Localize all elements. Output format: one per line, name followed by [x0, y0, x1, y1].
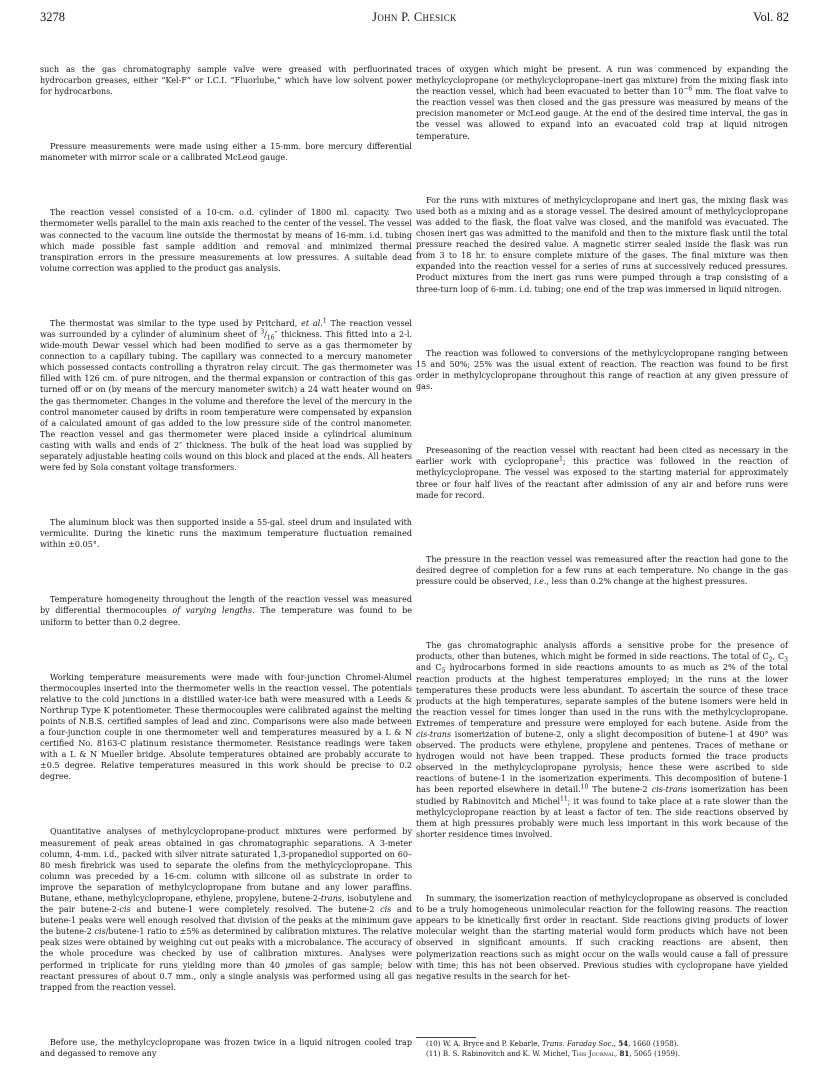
body-paragraph: such as the gas chromatography sample valve were greased with perfluorinated hydrocarbon greases, either “Kel-F” or I.C.I. “Fluorlube,” which have low solvent power for hydrocarbons.	[40, 65, 412, 97]
body-paragraph: The reaction vessel consisted of a 10-cm. o.d. cylinder of 1800 ml. capacity. Two thermometer wells parallel to the main axis reached to the center of the vessel. The vessel was connected to the vacuum line outside the thermostat by means of 16-mm. i.d. tubing which made possible fast sample addition and removal and minimized thermal transpiration errors in the pressure measurements at low pressures. A suitable dead volume correction was applied to the product gas analysis.	[40, 208, 412, 273]
body-paragraph: The reaction was followed to conversions of the methylcyclopropane ranging between 15 and 50%; 25% was the usual extent of reaction. The reaction was found to be first order in methylcyclopropane throughout this range of reaction at any given pressure of gas.	[416, 348, 788, 392]
footnote: (11) B. S. Rabinovitch and K. W. Michel, This Journal, 81, 5065 (1959).	[426, 1048, 681, 1058]
page-number: 3278	[40, 10, 65, 24]
running-head-author: John P. Chesick	[372, 10, 457, 24]
body-paragraph: Preseasoning of the reaction vessel with reactant had been cited as necessary in the earlier work with cyclopropane$^1$; this practice was followed in the reaction of methylcyclopropane. The vessel was exposed to the starting material for approximately three or four half lives of the reactant after admission of any air and before runs were made for record.	[416, 446, 789, 500]
body-paragraph: Before use, the methylcyclopropane was frozen twice in a liquid nitrogen cooled trap and degassed to remove any	[40, 1037, 412, 1058]
body-paragraph: The gas chromatographic analysis affords a sensitive probe for the presence of products, other than butenes, which might be formed in side reactions. The total of $C_2$, $C_3$ and $C_5$ hydrocarbons formed in side reactions amounts to as much as 2% of the total reaction products at the highest temperatures employed; in the runs at the lower temperatures these products were less abundant. To ascertain the source of these trace products at the high temperatures, separate samples of the butene isomers were held in the reaction vessel for times longer than used in the runs with the methylcyclopropane. Extremes of temperature and pressure were employed for each butene. Aside from the cis-trans isomerization of butene-2, only a slight decomposition of butene-1 at 490° was observed. The products were ethylene, propylene and pentenes. Traces of methane or hydrogen would not have been trapped. These products formed the trace products observed in the methylcyclopropane pyrolysis; hence these were ascribed to side reactions of butene-1 in the isomerization experiments. This decomposition of butene-1 has been reported elsewhere in detail.$^{10}$ The butene-2 cis-trans isomerization has been studied by Rabinovitch and Michel$^{11}$; it was found to take place at a rate slower than the methylcyclopropane reaction by at least a factor of ten. The side reactions observed by them at high pressures probably were much less important in this work because of the shorter residence times involved.	[416, 641, 788, 839]
body-paragraph: The aluminum block was then supported inside a 55-gal. steel drum and insulated with vermiculite. During the kinetic runs the maximum temperature fluctuation remained within ±0.05°.	[40, 518, 412, 550]
volume-number: Vol. 82	[753, 10, 789, 24]
body-paragraph: Quantitative analyses of methylcyclopropane-product mixtures were performed by measurement of peak areas obtained in gas chromatographic separations. A 3-meter column, 4-mm. i.d., packed with silver nitrate saturated 1,3-propanediol supported on 60–80 mesh firebrick was used to separate the olefins from the methylcyclopropane. This column was preceded by a 16-cm. column with silicone oil as substrate in order to improve the separation of methylcyclopropane from butane and any lower paraffins. Butane, ethane, methylcyclopropane, ethylene, propylene, butene-2-trans, isobutylene and the pair butene-2-cis and butene-1 were completely resolved. The butene-2 cis and butene-1 peaks were well enough resolved that division of the peaks at the minimum gave the butene-2 cis/butene-1 ratio to ±5% as determined by calibration mixtures. The relative peak sizes were obtained by weighing cut out peaks with a microbalance. The accuracy of the whole procedure was checked by use of calibration mixtures. Analyses were performed in triplicate for runs yielding more than 40 μmoles of gas sample; below reactant pressures of about 0.7 mm., only a single analysis was performed using all gas trapped from the reaction vessel.	[40, 827, 413, 992]
body-paragraph: The thermostat was similar to the type used by Pritchard, et al.$^1$ The reaction vessel was surrounded by a cylinder of aluminum sheet of $^3/_{16}''$ thickness. This fitted into a 2-l. wide-mouth Dewar vessel which had been modified to serve as a gas thermometer by connection to a capillary tubing. The capillary was connected to a mercury manometer which possessed contacts controlling a thyratron relay circuit. The gas thermometer was filled with 126 cm. of pure nitrogen, and the thermal expansion or contraction of this gas turned off or on (by means of the mercury manometer switch) a 24 watt heater wound on the gas thermometer. Changes in the volume and therefore the level of the mercury in the control manometer caused by drifts in room temperature were compensated by expansion of a calculated amount of gas added to the low pressure side of the control manometer. The reaction vessel and gas thermometer were placed inside a cylindrical aluminum casting with walls and ends of 2″ thickness. The bulk of the heat load was supplied by separately adjustable heating coils wound on this block and placed at the ends. All heaters were fed by Sola constant voltage transformers.	[40, 317, 413, 473]
body-paragraph: Working temperature measurements were made with four-junction Chromel-Alumel thermocouples inserted into the thermometer wells in the reaction vessel. The potentials relative to the cold junctions in a distilled water-ice bath were measured with a Leeds & Northrup Type K potentiometer. These thermocouples were calibrated against the melting points of N.B.S. certified samples of lead and zinc. Comparisons were also made between a four-junction couple in one thermometer well and temperatures measured by a L & N certified No. 8163-C platinum resistance thermometer. Resistance readings were taken with a L & N Mueller bridge. Absolute temperatures obtained are probably accurate to ±0.5 degree. Relative temperatures measured in this work should be precise to 0.2 degree.	[40, 672, 412, 782]
left-text-column	[40, 64, 412, 1059]
footnote: (10) W. A. Bryce and P. Kebarle, Trans. Faraday Soc., 54, 1660 (1958).	[426, 1038, 679, 1048]
body-paragraph: In summary, the isomerization reaction of methylcyclopropane as observed is concluded to be a truly homogeneous unimolecular reaction for the following reasons. The reaction appears to be kinetically first order in reactant. Side reactions giving products of lower molecular weight than the starting material would form products which have not been observed in significant amounts. If such cracking reactions are absent, then polymerization reactions such as might occur on the walls would cause a fall of pressure with time; this has not been observed. Previous studies with cyclopropane have yielded negative results in the search for het-	[416, 894, 788, 981]
body-paragraph: For the runs with mixtures of methylcyclopropane and inert gas, the mixing flask was used both as a mixing and as a storage vessel. The desired amount of methylcyclopropane was added to the flask, the float valve was closed, and the manifold was evacuated. The chosen inert gas was admitted to the manifold and then to the mixture flask until the total pressure reached the desired value. A magnetic stirrer sealed inside the flask was run from 3 to 18 hr. to ensure complete mixture of the gases. The final mixture was then expanded into the reaction vessel for a series of runs at successively reduced pressures. Product mixtures from the inert gas runs were pumped through a trap consisting of a three-turn loop of 6-mm. i.d. tubing; one end of the trap was immersed in liquid nitrogen.	[416, 195, 788, 294]
running-header	[40, 8, 789, 28]
footnotes	[416, 1035, 788, 1059]
body-paragraph: Temperature homogeneity throughout the length of the reaction vessel was measured by differential thermocouples of varying lengths. The temperature was found to be uniform to better than 0.2 degree.	[40, 595, 412, 627]
body-paragraph: Pressure measurements were made using either a 15-mm. bore mercury differential manometer with mirror scale or a calibrated McLeod gauge.	[40, 142, 412, 163]
footnote-divider	[416, 1037, 476, 1038]
right-text-column	[416, 64, 788, 1059]
body-paragraph: The pressure in the reaction vessel was remeasured after the reaction had gone to the desired degree of completion for a few runs at each temperature. No change in the gas pressure could be observed, i.e., less than 0.2% change at the highest pressures.	[416, 554, 788, 587]
body-paragraph: traces of oxygen which might be present. A run was commenced by expanding the methylcyclopropane (or methylcyclopropane–inert gas mixture) from the mixing flask into the reaction vessel, which had been evacuated to better than $10^{-6}$ mm. The float valve to the reaction vessel was then closed and the gas pressure was measured by means of the precision manometer or McLeod gauge. At the end of the desired time interval, the gas in the vessel was allowed to expand into an evacuated cold trap at liquid nitrogen temperature.	[416, 65, 788, 141]
